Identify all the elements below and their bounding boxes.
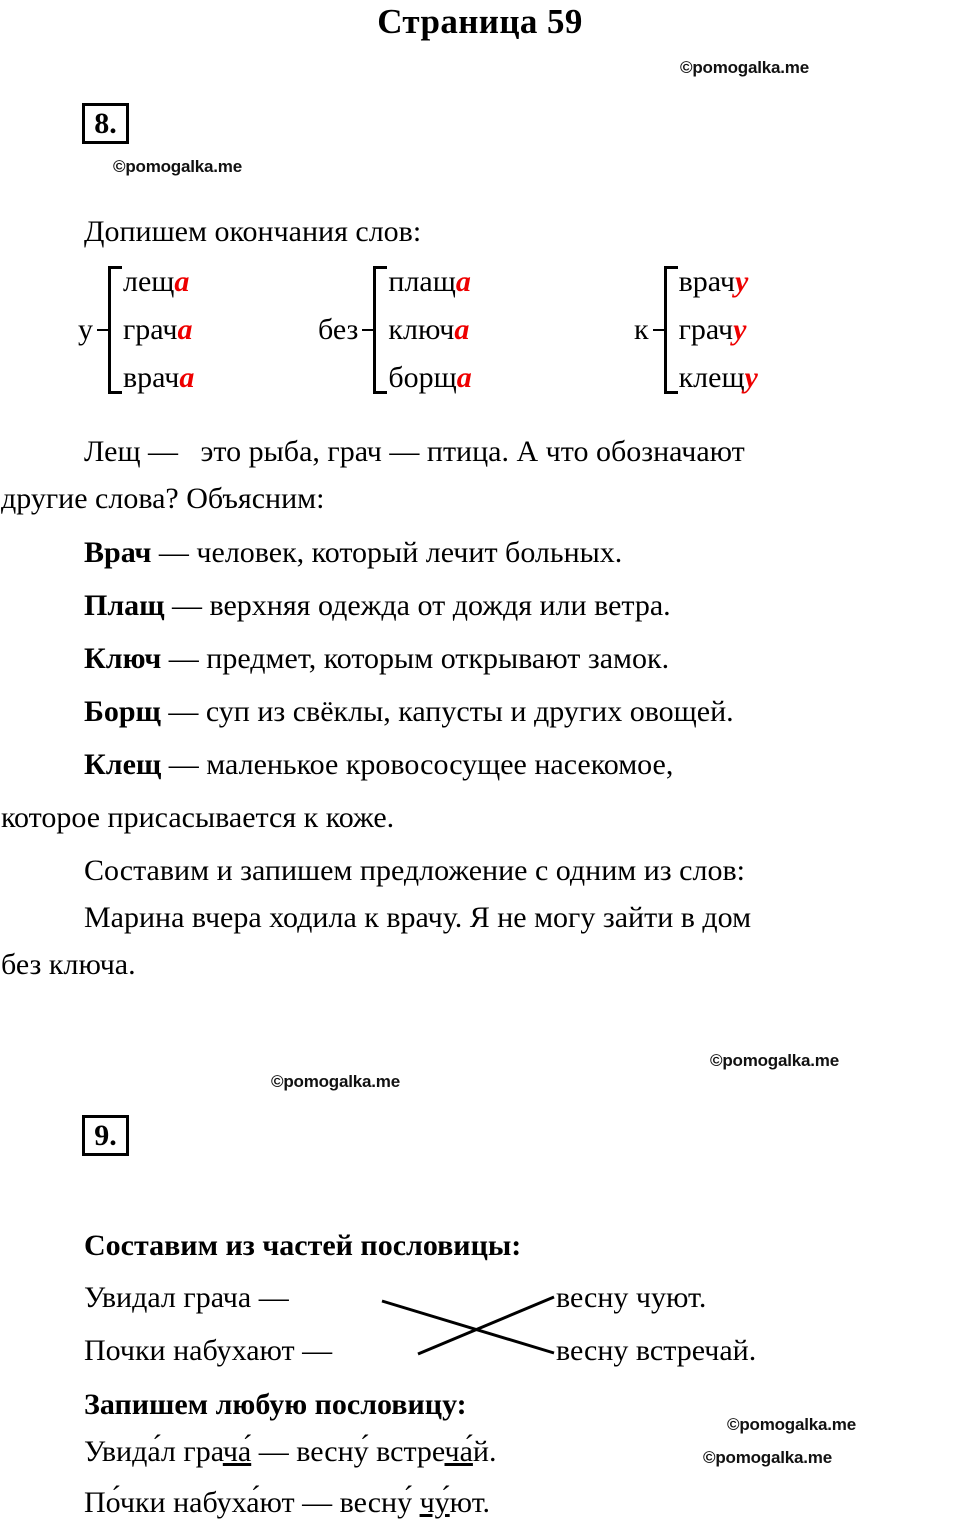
word-ending: у [744, 361, 758, 394]
proverb-left-part-2[interactable]: Почки набухают — [84, 1334, 333, 1367]
word-stem: грач [123, 313, 178, 346]
answer-underlined-2: ча́ [444, 1435, 473, 1468]
brace-icon [373, 266, 387, 394]
word-group-3 [634, 265, 758, 395]
watermark: ©pomogalka.me [727, 1415, 856, 1434]
word-ending: у [734, 265, 749, 298]
bracket-tick-icon [653, 329, 664, 331]
answer-post: — весну́ встре [251, 1435, 445, 1468]
answer-underlined: чу́ [419, 1486, 450, 1519]
word-stem: ключ [388, 313, 455, 346]
bracket-tick-icon [362, 329, 373, 331]
watermark: ©pomogalka.me [271, 1072, 400, 1091]
word-item [123, 361, 194, 395]
answer-pre: По́чки набуха́ют — весну́ [84, 1486, 420, 1519]
definition-dash: — [161, 642, 207, 675]
watermark: ©pomogalka.me [113, 157, 242, 176]
word-ending: а [456, 361, 472, 394]
word-list-1 [123, 265, 194, 395]
word-item [679, 265, 758, 299]
definition-text: человек, который лечит больных. [196, 536, 623, 569]
definition-item [84, 747, 673, 783]
task-line-8: Допишем окончания слов: [84, 215, 422, 248]
definition-term: Ключ [84, 642, 162, 675]
word-group-1 [78, 265, 194, 395]
definition-term: Борщ [84, 695, 161, 728]
page-title: Страница 59 [377, 2, 583, 41]
definition-item [84, 535, 622, 571]
preposition-3: к [634, 313, 649, 346]
intro-line-1: Лещ — это рыба, грач — птица. А что обозначают [84, 435, 745, 468]
word-stem: врач [678, 265, 735, 298]
definition-dash: — [164, 589, 210, 622]
definition-term: Клещ [84, 748, 162, 781]
proverb-right-part-1[interactable]: весну чуют. [556, 1281, 707, 1314]
answer-proverb-2 [84, 1485, 490, 1521]
proverb-left-part-1[interactable]: Увидал грача — [84, 1281, 289, 1314]
word-list-2 [388, 265, 471, 395]
word-stem: борщ [388, 361, 457, 394]
word-item [123, 265, 194, 299]
definition-text: верхняя одежда от дождя или ветра. [209, 589, 671, 622]
brace-icon [108, 266, 122, 394]
bracket-tick-icon [97, 329, 108, 331]
definition-wrap-line: которое присасывается к коже. [1, 801, 395, 834]
watermark: ©pomogalka.me [680, 58, 809, 77]
word-stem: плащ [388, 265, 456, 298]
sentence-line-2: без ключа. [1, 948, 136, 981]
word-stem: врач [123, 361, 180, 394]
answer-proverb-1 [84, 1434, 496, 1470]
brace-icon [664, 266, 678, 394]
watermark: ©pomogalka.me [703, 1448, 832, 1467]
definition-dash: — [160, 695, 206, 728]
definition-item [84, 694, 734, 730]
intro-line-2: другие слова? Объясним: [1, 482, 325, 515]
word-item [679, 313, 758, 347]
word-item [388, 265, 471, 299]
definition-term: Плащ [84, 589, 165, 622]
definition-text: маленькое кровососущее насекомое, [206, 748, 674, 781]
definition-item [84, 588, 671, 624]
word-item [388, 361, 471, 395]
definition-term: Врач [84, 536, 152, 569]
word-list-3 [679, 265, 758, 395]
definition-dash: — [161, 748, 207, 781]
definition-dash: — [151, 536, 197, 569]
word-stem: грач [678, 313, 734, 346]
definition-item [84, 641, 669, 677]
word-ending: а [454, 313, 470, 346]
exercise-number-8: 8. [82, 103, 129, 144]
word-stem: клещ [678, 361, 745, 394]
word-ending: а [455, 265, 471, 298]
sentence-prompt: Составим и запишем предложение с одним из слов: [84, 854, 745, 887]
match-line-1 [382, 1301, 554, 1353]
word-ending: у [733, 313, 747, 346]
word-ending: а [174, 265, 190, 298]
exercise-number-9: 9. [82, 1115, 129, 1156]
proverb-right-part-2[interactable]: весну встречай. [556, 1334, 757, 1367]
watermark: ©pomogalka.me [710, 1051, 839, 1070]
word-stem: лещ [123, 265, 175, 298]
heading-make-proverbs: Составим из частей пословицы: [84, 1229, 522, 1262]
word-item [123, 313, 194, 347]
word-ending: а [179, 361, 195, 394]
answer-post: ют. [449, 1486, 491, 1519]
word-group-2 [318, 265, 472, 395]
answer-pre: Увида́л гра [84, 1435, 223, 1468]
word-item [388, 313, 471, 347]
definition-text: предмет, которым открывают замок. [206, 642, 670, 675]
word-item [679, 361, 758, 395]
preposition-1: у [78, 313, 93, 346]
match-line-2 [418, 1297, 554, 1354]
word-ending: а [177, 313, 193, 346]
definition-text: суп из свёклы, капусты и других овощей. [205, 695, 734, 728]
heading-write-proverb: Запишем любую пословицу: [84, 1388, 467, 1421]
sentence-line-1: Марина вчера ходила к врачу. Я не могу зайти в дом [84, 901, 752, 934]
preposition-2: без [318, 313, 359, 346]
answer-post-2: й. [472, 1435, 497, 1468]
answer-underlined: ча́ [222, 1435, 252, 1468]
